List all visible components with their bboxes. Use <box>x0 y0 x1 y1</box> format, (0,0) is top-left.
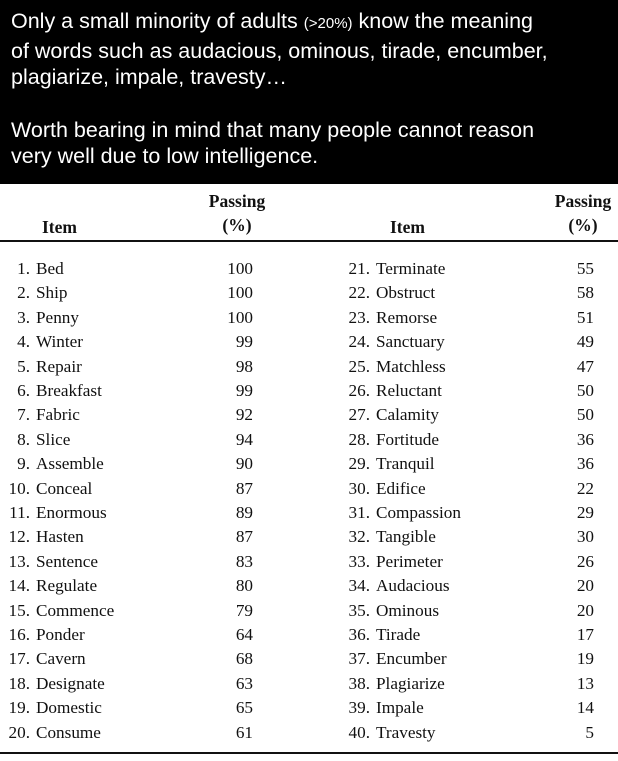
item-word: Cavern <box>36 649 86 669</box>
item-number: 24. <box>348 332 370 352</box>
item-word: Perimeter <box>376 551 443 571</box>
passing-percent: 36 <box>576 429 594 449</box>
item-word: Impale <box>376 698 424 718</box>
item-word: Remorse <box>376 307 438 327</box>
table-row <box>0 454 618 478</box>
table-row <box>0 503 618 527</box>
passing-percent: 92 <box>235 405 253 425</box>
table-row <box>0 430 618 454</box>
column-header-percent: (%) <box>568 215 598 235</box>
item-word: Consume <box>36 722 101 742</box>
table-row <box>0 381 618 405</box>
caption-text: know the meaning <box>352 9 534 33</box>
item-word: Compassion <box>376 503 461 522</box>
passing-percent: 100 <box>227 283 253 303</box>
item-number: 39. <box>348 698 370 718</box>
item-word: Enormous <box>36 503 107 522</box>
passing-percent: 30 <box>576 527 594 547</box>
table-row <box>0 308 618 332</box>
item-word: Ponder <box>36 625 85 644</box>
item-number: 37. <box>348 649 370 669</box>
item-word: Plagiarize <box>376 673 445 693</box>
item-word: Commence <box>36 600 115 620</box>
item-number: 1. <box>17 259 30 278</box>
table-row <box>0 601 618 625</box>
item-number: 17. <box>8 649 30 669</box>
passing-percent: 14 <box>576 698 594 718</box>
item-word: Terminate <box>376 259 446 278</box>
caption-text: very well due to low intelligence. <box>11 144 319 168</box>
passing-percent: 58 <box>576 283 594 303</box>
item-number: 23. <box>348 307 370 327</box>
passing-percent: 64 <box>235 625 253 644</box>
item-number: 38. <box>348 673 370 693</box>
caption-text: Worth bearing in mind that many people cannot reason <box>11 117 535 142</box>
caption-text: plagiarize, impale, travesty… <box>11 65 288 89</box>
item-word: Assemble <box>36 454 104 474</box>
passing-percent: 50 <box>576 381 594 400</box>
item-number: 14. <box>8 576 30 596</box>
item-word: Obstruct <box>376 283 436 303</box>
item-number: 31. <box>348 503 370 522</box>
passing-percent: 50 <box>576 405 594 425</box>
item-word: Regulate <box>36 576 98 596</box>
item-number: 34. <box>348 576 370 596</box>
passing-percent: 79 <box>235 600 253 620</box>
caption-text: of words such as audacious, ominous, tirade, encumber, <box>11 38 548 63</box>
caption-percent-note: (>20%) <box>303 15 353 32</box>
item-word: Sanctuary <box>376 332 445 352</box>
table-row <box>0 576 618 600</box>
passing-percent: 80 <box>235 576 253 596</box>
table-row <box>0 259 618 283</box>
item-word: Bed <box>36 259 64 278</box>
table-row <box>0 357 618 381</box>
item-number: 13. <box>8 551 30 571</box>
item-number: 32. <box>348 527 370 547</box>
table-row <box>0 723 618 747</box>
item-word: Ominous <box>376 600 440 620</box>
item-number: 5. <box>17 356 30 376</box>
caption-text: Only a small minority of adults <box>11 9 304 33</box>
passing-percent: 36 <box>576 454 594 474</box>
item-number: 26. <box>348 381 370 400</box>
passing-percent: 17 <box>576 625 594 644</box>
caption-paragraph-1 <box>11 8 610 91</box>
passing-percent: 90 <box>235 454 253 474</box>
table-row <box>0 332 618 356</box>
item-number: 4. <box>17 332 30 352</box>
table-row <box>0 527 618 551</box>
item-number: 40. <box>348 722 370 742</box>
passing-percent: 61 <box>235 722 253 742</box>
caption-box <box>0 0 618 184</box>
item-word: Domestic <box>36 698 102 718</box>
table-bottom-rule <box>0 752 618 754</box>
item-word: Calamity <box>376 405 440 425</box>
column-header-passing: Passing <box>554 191 612 211</box>
passing-percent: 19 <box>576 649 594 669</box>
item-number: 35. <box>348 600 370 620</box>
item-number: 16. <box>8 625 30 644</box>
passing-percent: 63 <box>235 673 253 693</box>
item-number: 12. <box>8 527 30 547</box>
item-word: Designate <box>36 673 105 693</box>
passing-percent: 51 <box>576 307 594 327</box>
passing-percent: 87 <box>235 527 253 547</box>
item-number: 20. <box>8 722 30 742</box>
column-header-item: Item <box>390 217 425 237</box>
item-word: Sentence <box>36 551 99 571</box>
table-row <box>0 698 618 722</box>
table-row <box>0 552 618 576</box>
item-word: Tirade <box>376 625 421 644</box>
table-row <box>0 283 618 307</box>
passing-percent: 94 <box>235 429 253 449</box>
item-number: 11. <box>9 503 30 522</box>
item-number: 36. <box>348 625 370 644</box>
item-number: 33. <box>348 551 370 571</box>
item-word: Reluctant <box>376 381 442 400</box>
item-word: Breakfast <box>36 381 102 400</box>
item-word: Slice <box>36 429 71 449</box>
item-number: 8. <box>17 429 30 449</box>
item-word: Ship <box>36 283 68 303</box>
item-number: 10. <box>8 478 30 498</box>
item-number: 22. <box>348 283 370 303</box>
passing-percent: 100 <box>227 259 253 278</box>
item-word: Tranquil <box>376 454 435 474</box>
item-word: Matchless <box>376 356 446 376</box>
item-number: 7. <box>17 405 30 425</box>
item-number: 3. <box>17 307 30 327</box>
item-number: 28. <box>348 429 370 449</box>
passing-percent: 55 <box>576 259 594 278</box>
passing-percent: 68 <box>235 649 253 669</box>
item-number: 15. <box>8 600 30 620</box>
passing-percent: 20 <box>576 576 594 596</box>
table-top-rule <box>0 240 618 242</box>
passing-percent: 26 <box>576 551 594 571</box>
item-word: Encumber <box>376 649 447 669</box>
item-number: 18. <box>8 673 30 693</box>
passing-percent: 13 <box>576 673 594 693</box>
item-word: Travesty <box>376 722 436 742</box>
caption-paragraph-2 <box>11 117 610 170</box>
table-row <box>0 405 618 429</box>
item-word: Repair <box>36 356 82 376</box>
column-header-percent: (%) <box>222 215 252 235</box>
item-number: 9. <box>17 454 30 474</box>
passing-percent: 87 <box>235 478 253 498</box>
passing-percent: 99 <box>235 381 253 400</box>
passing-percent: 89 <box>235 503 253 522</box>
passing-percent: 29 <box>576 503 594 522</box>
item-word: Penny <box>36 307 79 327</box>
passing-percent: 22 <box>576 478 594 498</box>
column-header-passing: Passing <box>208 191 266 211</box>
item-word: Fortitude <box>376 429 440 449</box>
item-number: 2. <box>17 283 30 303</box>
item-number: 25. <box>348 356 370 376</box>
item-word: Edifice <box>376 478 426 498</box>
passing-percent: 65 <box>235 698 253 718</box>
item-word: Tangible <box>376 527 436 547</box>
table-row <box>0 479 618 503</box>
item-word: Hasten <box>36 527 84 547</box>
passing-percent: 99 <box>235 332 253 352</box>
passing-percent: 98 <box>235 356 253 376</box>
passing-percent: 5 <box>585 722 594 742</box>
passing-percent: 83 <box>235 551 253 571</box>
item-number: 27. <box>348 405 370 425</box>
item-word: Conceal <box>36 478 93 498</box>
table-row <box>0 649 618 673</box>
item-word: Fabric <box>36 405 80 425</box>
item-number: 19. <box>8 698 30 718</box>
item-number: 21. <box>348 259 370 278</box>
column-header-item: Item <box>42 217 77 237</box>
passing-percent: 20 <box>576 600 594 620</box>
table-row <box>0 625 618 649</box>
item-word: Audacious <box>376 576 450 596</box>
item-word: Winter <box>36 332 84 352</box>
item-number: 6. <box>17 381 30 400</box>
item-number: 30. <box>348 478 370 498</box>
table-row <box>0 674 618 698</box>
item-number: 29. <box>348 454 370 474</box>
passing-percent: 100 <box>227 307 253 327</box>
passing-percent: 49 <box>576 332 594 352</box>
passing-percent: 47 <box>576 356 594 376</box>
